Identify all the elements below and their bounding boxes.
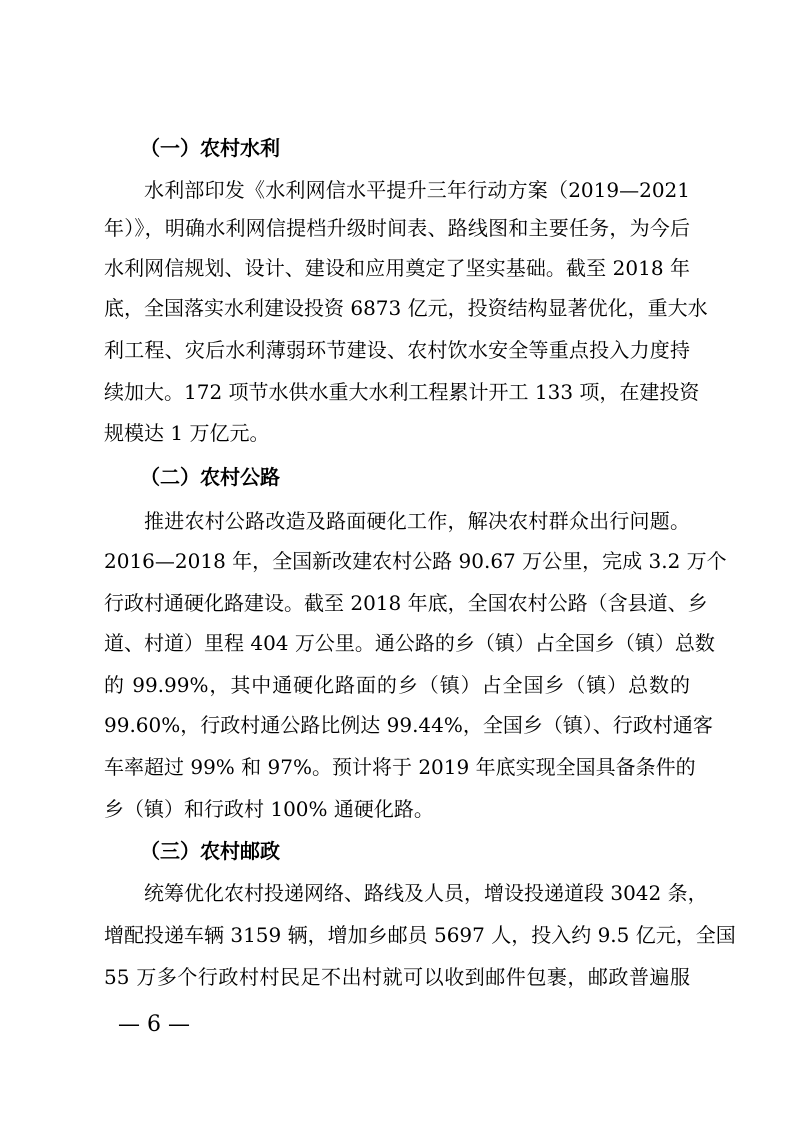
paragraph-line: 规模达 1 万亿元。 bbox=[104, 421, 270, 445]
paragraph-line: 道、村道）里程 404 万公里。通公路的乡（镇）占全国乡（镇）总数 bbox=[104, 631, 715, 655]
paragraph-line: 推进农村公路改造及路面硬化工作，解决农村群众出行问题。 bbox=[144, 509, 690, 533]
paragraph-line: 水利部印发《水利网信水平提升三年行动方案（2019—2021 bbox=[144, 178, 690, 202]
paragraph-line: 车率超过 99% 和 97%。预计将于 2019 年底实现全国具备条件的 bbox=[104, 755, 696, 779]
section-heading-rural-roads: （二）农村公路 bbox=[140, 465, 280, 489]
paragraph-line: 增配投递车辆 3159 辆，增加乡邮员 5697 人，投入约 9.5 亿元，全国 bbox=[104, 923, 736, 947]
paragraph-line: 行政村通硬化路建设。截至 2018 年底，全国农村公路（含县道、乡 bbox=[104, 591, 708, 615]
paragraph-line: 续加大。172 项节水供水重大水利工程累计开工 133 项，在建投资 bbox=[104, 380, 700, 404]
paragraph-line: 99.60%，行政村通公路比例达 99.44%，全国乡（镇）、行政村通客 bbox=[104, 713, 713, 737]
section-heading-rural-water: （一）农村水利 bbox=[140, 136, 280, 160]
paragraph-line: 统筹优化农村投递网络、路线及人员，增设投递道段 3042 条， bbox=[144, 881, 708, 905]
page-number: — 6 — bbox=[118, 1012, 190, 1037]
paragraph-line: 2016—2018 年，全国新改建农村公路 90.67 万公里，完成 3.2 万个 bbox=[104, 549, 727, 573]
paragraph-line: 55 万多个行政村村民足不出村就可以收到邮件包裹，邮政普遍服 bbox=[104, 965, 690, 989]
section-heading-rural-postal: （三）农村邮政 bbox=[140, 839, 280, 863]
paragraph-line: 的 99.99%，其中通硬化路面的乡（镇）占全国乡（镇）总数的 bbox=[104, 673, 690, 697]
paragraph-line: 利工程、灾后水利薄弱环节建设、农村饮水安全等重点投入力度持 bbox=[104, 338, 690, 362]
paragraph-line: 水利网信规划、设计、建设和应用奠定了坚实基础。截至 2018 年 bbox=[104, 256, 690, 280]
paragraph-line: 年）》，明确水利网信提档升级时间表、路线图和主要任务，为今后 bbox=[104, 216, 690, 240]
paragraph-line: 底，全国落实水利建设投资 6873 亿元，投资结构显著优化，重大水 bbox=[104, 296, 708, 320]
paragraph-line: 乡（镇）和行政村 100% 通硬化路。 bbox=[104, 797, 434, 821]
